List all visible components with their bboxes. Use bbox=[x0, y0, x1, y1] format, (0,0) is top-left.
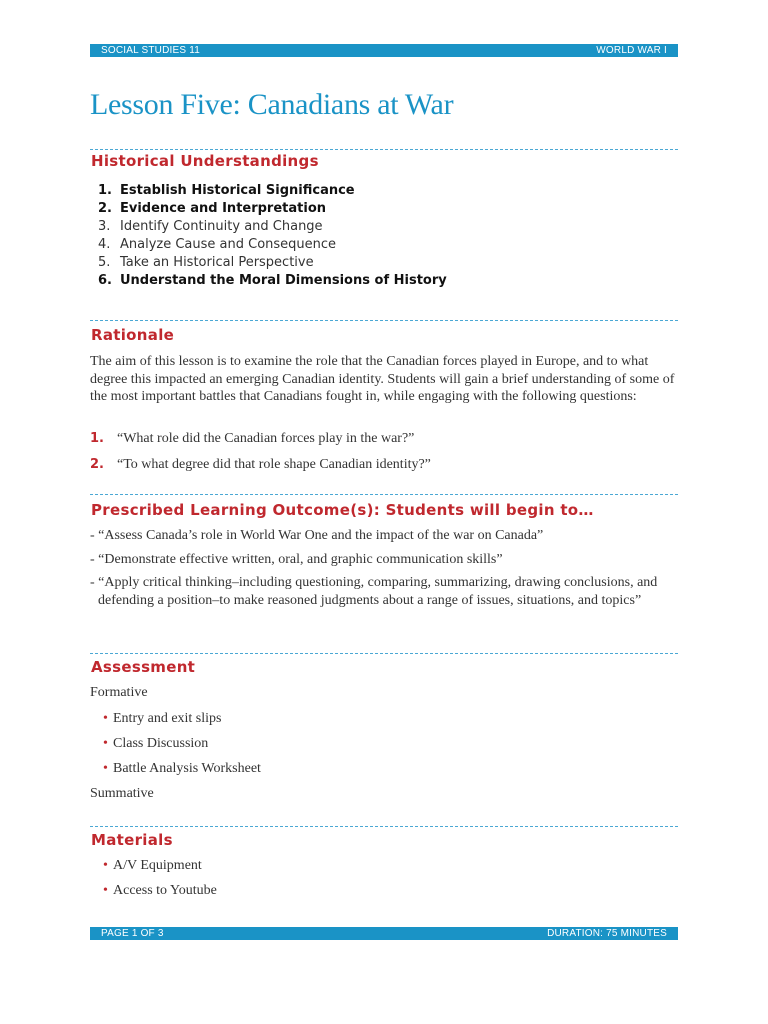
formative-list bbox=[103, 706, 261, 781]
section-divider bbox=[90, 653, 678, 654]
list-item: • A/V Equipment bbox=[103, 853, 217, 878]
bullet-icon: • bbox=[103, 858, 108, 873]
list-item: - “Assess Canada’s role in World War One and the impact of the war on Canada” bbox=[90, 528, 544, 543]
materials-heading: Materials bbox=[91, 831, 173, 849]
section-divider bbox=[90, 494, 678, 495]
lesson-duration: DURATION: 75 MINUTES bbox=[547, 928, 667, 939]
materials-list bbox=[103, 853, 217, 903]
list-item: 2. Evidence and Interpretation bbox=[98, 201, 327, 216]
formative-label: Formative bbox=[90, 685, 148, 700]
list-item: 3. Identify Continuity and Change bbox=[98, 219, 323, 234]
list-item: 4. Analyze Cause and Consequence bbox=[98, 237, 337, 252]
header-bar bbox=[90, 44, 678, 57]
list-item: 2. “To what degree did that role shape Canadian identity?” bbox=[90, 457, 431, 472]
historical-understandings-list bbox=[98, 182, 447, 290]
list-item: 1. Establish Historical Significance bbox=[98, 183, 355, 198]
outcomes-list bbox=[90, 527, 682, 615]
rationale-paragraph: The aim of this lesson is to examine the role that the Canadian forces played in Europe, and to what degree this impacted an emerging Canadian identity. Students will gain a brief understanding of some of the most important battles that Canadians fought in, while engaging with the following questions: bbox=[90, 354, 675, 404]
bullet-icon: • bbox=[103, 761, 108, 776]
list-item: • Battle Analysis Worksheet bbox=[103, 756, 261, 781]
section-divider bbox=[90, 149, 678, 150]
list-item: - “Apply critical thinking–including questioning, comparing, summarizing, drawing conclusions, and defending a position–to make reasoned judgments about a range of issues, situations, and topics” bbox=[90, 575, 658, 608]
header-course: SOCIAL STUDIES 11 bbox=[101, 45, 200, 56]
header-unit: WORLD WAR I bbox=[596, 45, 667, 56]
assessment-heading: Assessment bbox=[91, 658, 196, 676]
footer-bar bbox=[90, 927, 678, 940]
section-divider bbox=[90, 320, 678, 321]
list-item: • Entry and exit slips bbox=[103, 706, 261, 731]
summative-label: Summative bbox=[90, 786, 154, 801]
list-item: • Access to Youtube bbox=[103, 878, 217, 903]
rationale-questions bbox=[90, 426, 431, 478]
lesson-title: Lesson Five: Canadians at War bbox=[90, 88, 454, 121]
section-divider bbox=[90, 826, 678, 827]
page-number: PAGE 1 OF 3 bbox=[101, 928, 164, 939]
list-item: 5. Take an Historical Perspective bbox=[98, 255, 314, 270]
list-item: - “Demonstrate effective written, oral, and graphic communication skills” bbox=[90, 551, 503, 567]
list-item: • Class Discussion bbox=[103, 731, 261, 756]
list-item: 6. Understand the Moral Dimensions of History bbox=[98, 273, 447, 288]
rationale-heading: Rationale bbox=[91, 326, 175, 344]
list-item: 1. “What role did the Canadian forces play in the war?” bbox=[90, 431, 415, 446]
bullet-icon: • bbox=[103, 883, 108, 898]
historical-understandings-heading: Historical Understandings bbox=[91, 152, 319, 170]
bullet-icon: • bbox=[103, 711, 108, 726]
outcomes-heading: Prescribed Learning Outcome(s): Students will begin to… bbox=[91, 501, 594, 519]
bullet-icon: • bbox=[103, 736, 108, 751]
